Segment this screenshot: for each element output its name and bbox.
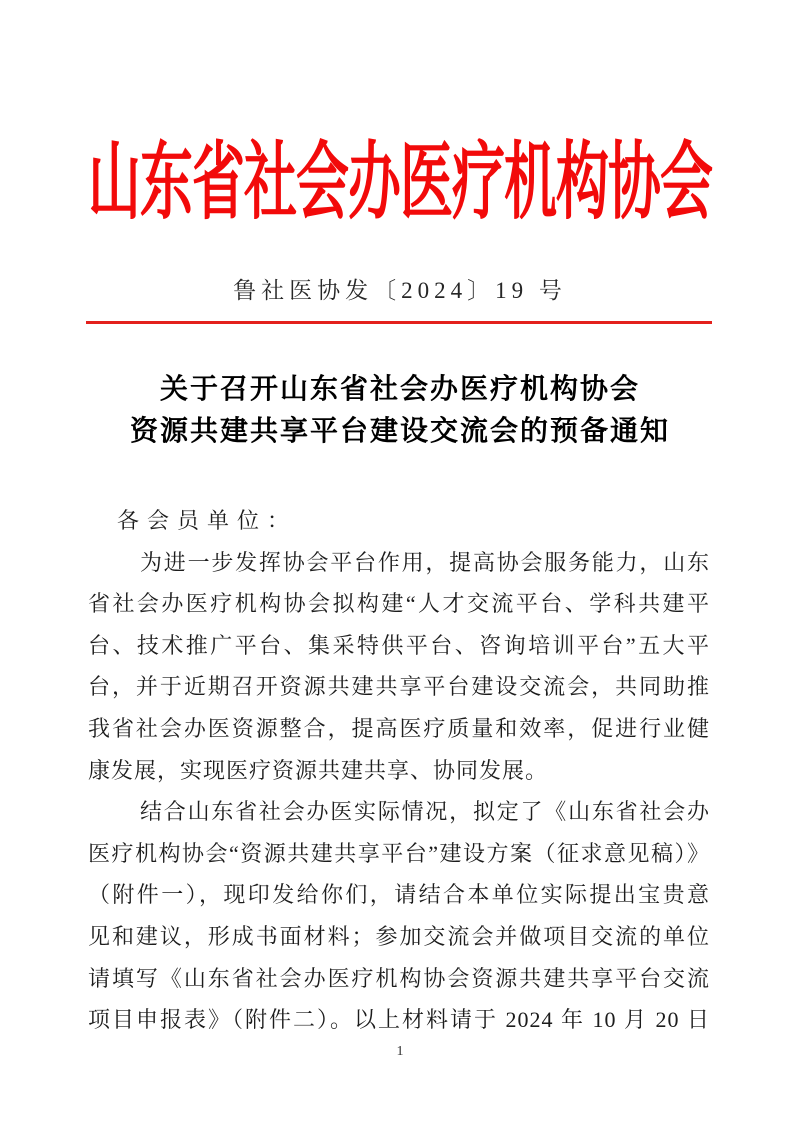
- document-title: [0, 369, 800, 453]
- document-title-line2: 资源共建共享平台建设交流会的预备通知: [129, 416, 670, 447]
- body-line: 康发展，实现医疗资源共建共享、协同发展。: [88, 757, 549, 783]
- body-line: 台，并于近期召开资源共建共享平台建设交流会，共同助推: [88, 674, 710, 700]
- organization-title: 山东省社会办医疗机构协会: [88, 137, 712, 230]
- body-line: 见和建议，形成书面材料；参加交流会并做项目交流的单位: [88, 923, 710, 949]
- body-line: 省社会办医疗机构协会拟构建“人才交流平台、学科共建平: [88, 591, 710, 617]
- body-line: 项目申报表》（附件二）。以上材料请于 2024 年 10 月 20 日: [88, 1007, 710, 1033]
- salutation-line: 各会员单位：: [117, 508, 298, 533]
- red-separator-line: [86, 321, 712, 324]
- body-line: 我省社会办医资源整合，提高医疗质量和效率，促进行业健: [88, 715, 710, 741]
- body-line: 为进一步发挥协会平台作用，提高协会服务能力，山东: [140, 549, 710, 575]
- body-line: （附件一），现印发给你们，请结合本单位实际提出宝贵意: [88, 882, 710, 908]
- body-line: 结合山东省社会办医实际情况，拟定了《山东省社会办: [140, 799, 710, 825]
- red-header-banner: [0, 137, 800, 234]
- body-line: 请填写《山东省社会办医疗机构协会资源共建共享平台交流: [88, 965, 710, 991]
- body-line: 医疗机构协会“资源共建共享平台”建设方案（征求意见稿）》: [88, 840, 710, 866]
- document-title-line1: 关于召开山东省社会办医疗机构协会: [159, 374, 640, 405]
- page-number: 1: [396, 1044, 404, 1059]
- document-number: 鲁社医协发〔2024〕19 号: [233, 278, 567, 303]
- body-line: 台、技术推广平台、集采特供平台、咨询培训平台”五大平: [88, 632, 710, 658]
- document-body: [88, 500, 710, 1041]
